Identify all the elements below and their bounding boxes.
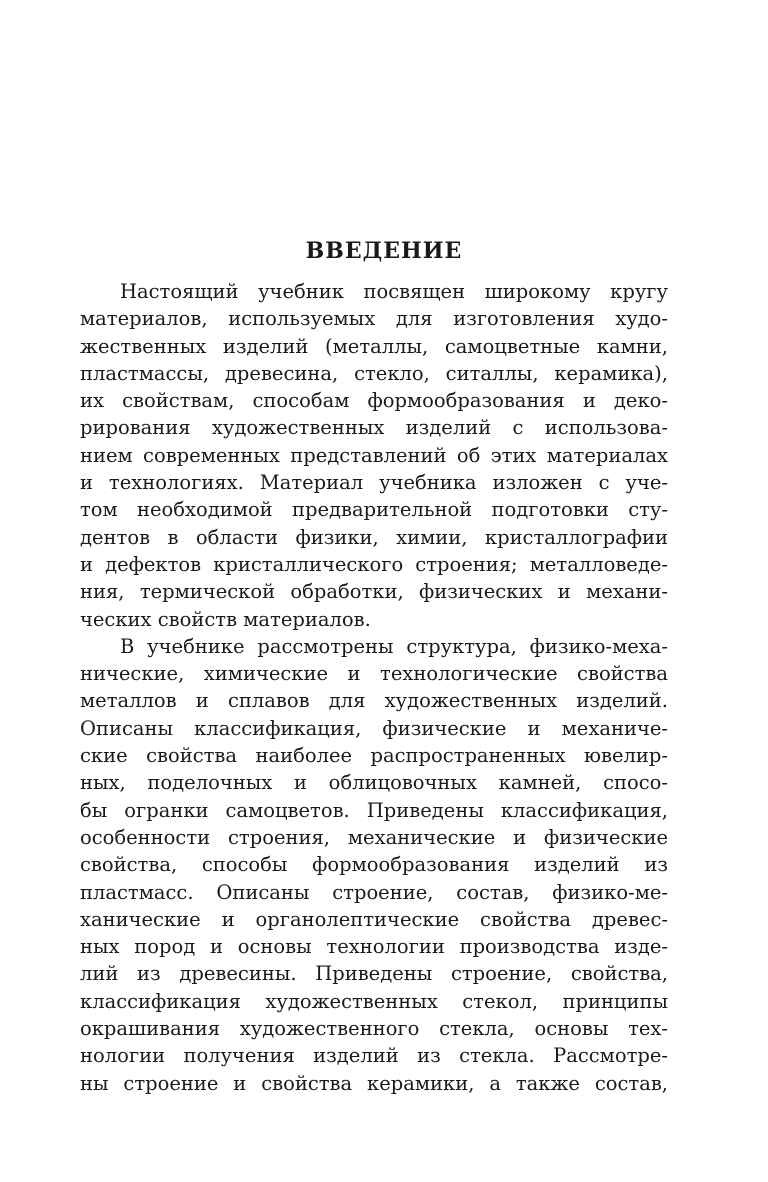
paragraph-line: ханические и органолептические свойства древес- (80, 907, 668, 931)
paragraph-line: Настоящий учебник посвящен широкому кругу (120, 280, 668, 303)
paragraph-line: ных, поделочных и облицовочных камней, спосо- (80, 771, 668, 795)
paragraph-line: нием современных представлений об этих материалах (80, 443, 668, 467)
paragraph-line: ские свойства наиболее распространенных ювелир- (80, 744, 668, 768)
paragraph-line: бы огранки самоцветов. Приведены классификация, (80, 798, 668, 822)
paragraph-line: ных пород и основы технологии производства изде- (80, 935, 668, 959)
paragraph-line: классификация художественных стекол, принципы (80, 989, 668, 1013)
paragraph-line: пластмассы, древесина, стекло, ситаллы, керамика), (80, 361, 668, 385)
paragraph-line: и технологиях. Материал учебника изложен с уче- (80, 471, 668, 495)
chapter-heading: ВВЕДЕНИЕ (305, 238, 463, 264)
paragraph-line: ческих свойств материалов. (80, 607, 371, 631)
paragraph-line: металлов и сплавов для художественных изделий. (80, 689, 668, 713)
paragraph-line: их свойствам, способам формообразования и деко- (80, 389, 668, 413)
body-text (80, 278, 668, 1097)
paragraph-line: ны строение и свойства керамики, а также состав, (80, 1071, 668, 1095)
paragraph-line: жественных изделий (металлы, самоцветные камни, (80, 334, 668, 358)
paragraph-line: нологии получения изделий из стекла. Рассмотре- (80, 1044, 668, 1068)
paragraph-line: свойства, способы формообразования изделий из (80, 853, 668, 877)
paragraph-line: нические, химические и технологические свойства (80, 662, 668, 686)
paragraph-line: том необходимой предварительной подготовки сту- (80, 498, 668, 522)
paragraph-line: окрашивания художественного стекла, основы тех- (80, 1017, 668, 1041)
paragraph-line: лий из древесины. Приведены строение, свойства, (80, 962, 668, 986)
paragraph-line: и дефектов кристаллического строения; металловеде- (80, 552, 668, 576)
paragraph-line: материалов, используемых для изготовления худо- (80, 307, 668, 331)
paragraph-line: Описаны классификация, физические и механиче- (80, 716, 668, 740)
paragraph-line: особенности строения, механические и физические (80, 825, 668, 849)
paragraph-line: ния, термической обработки, физических и механи- (80, 580, 668, 604)
paragraph-line: рирования художественных изделий с использова- (80, 416, 668, 440)
paragraph-line: дентов в области физики, химии, кристаллографии (80, 525, 668, 549)
paragraph-line: В учебнике рассмотрены структура, физико-меха- (120, 634, 668, 658)
paragraph-line: пластмасс. Описаны строение, состав, физико-ме- (80, 880, 668, 904)
